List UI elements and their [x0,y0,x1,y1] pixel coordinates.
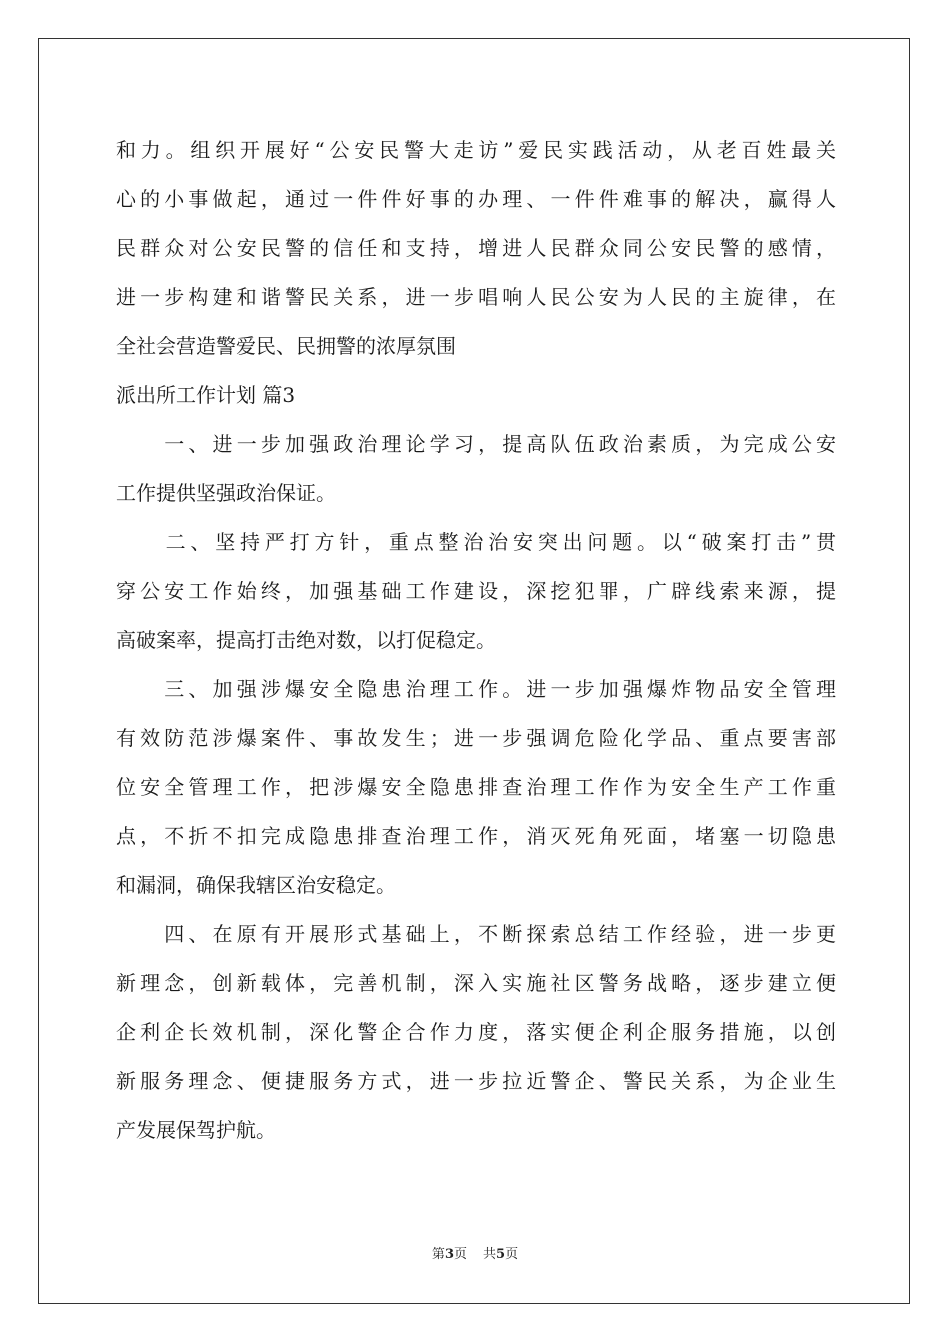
text-line: 四、在原有开展形式基础上，不断探索总结工作经验，进一步更 [116,922,836,946]
text-line: 新服务理念、便捷服务方式，进一步拉近警企、警民关系，为企业生 [116,1069,836,1093]
current-page-number: 3 [444,1247,454,1262]
section-heading: 派出所工作计划 篇3 [116,383,296,407]
total-page-number: 5 [496,1247,506,1262]
paragraph-4 [116,910,836,1155]
text-line: 位安全管理工作，把涉爆安全隐患排查治理工作作为安全生产工作重 [116,775,836,799]
total-suffix: 页 [505,1247,519,1262]
text-line: 穿公安工作始终，加强基础工作建设，深挖犯罪，广辟线索来源，提 [116,579,836,603]
text-line: 全社会营造警爱民、民拥警的浓厚氛围 [116,334,456,358]
paragraph-2 [116,518,836,665]
text-line: 高破案率，提高打击绝对数，以打促稳定。 [116,628,496,652]
paragraph-3 [116,665,836,910]
text-line: 一、进一步加强政治理论学习，提高队伍政治素质，为完成公安 [116,432,836,456]
document-body [116,126,836,1155]
page-suffix: 页 [453,1247,467,1262]
text-line: 有效防范涉爆案件、事故发生；进一步强调危险化学品、重点要害部 [116,726,836,750]
text-line: 企利企长效机制，深化警企合作力度，落实便企利企服务措施，以创 [116,1020,836,1044]
text-line: 和力。组织开展好“公安民警大走访”爱民实践活动，从老百姓最关 [116,138,836,162]
text-line: 新理念，创新载体，完善机制，深入实施社区警务战略，逐步建立便 [116,971,836,995]
page-prefix: 第 [431,1247,445,1262]
continued-paragraph [116,126,836,371]
text-line: 三、加强涉爆安全隐患治理工作。进一步加强爆炸物品安全管理 [116,677,836,701]
text-line: 心的小事做起，通过一件件好事的办理、一件件难事的解决，赢得人 [116,187,836,211]
text-line: 产发展保驾护航。 [116,1118,276,1142]
page-footer [0,1243,950,1262]
text-line: 民群众对公安民警的信任和支持，增进人民群众同公安民警的感情， [116,236,836,260]
text-line: 点，不折不扣完成隐患排查治理工作，消灭死角死面，堵塞一切隐患 [116,824,836,848]
text-line: 和漏洞，确保我辖区治安稳定。 [116,873,396,897]
text-line: 工作提供坚强政治保证。 [116,481,336,505]
text-line: 进一步构建和谐警民关系，进一步唱响人民公安为人民的主旋律，在 [116,285,836,309]
total-prefix: 共 [483,1247,497,1262]
paragraph-1 [116,420,836,518]
text-line: 二、坚持严打方针，重点整治治安突出问题。以“破案打击”贯 [116,530,836,554]
